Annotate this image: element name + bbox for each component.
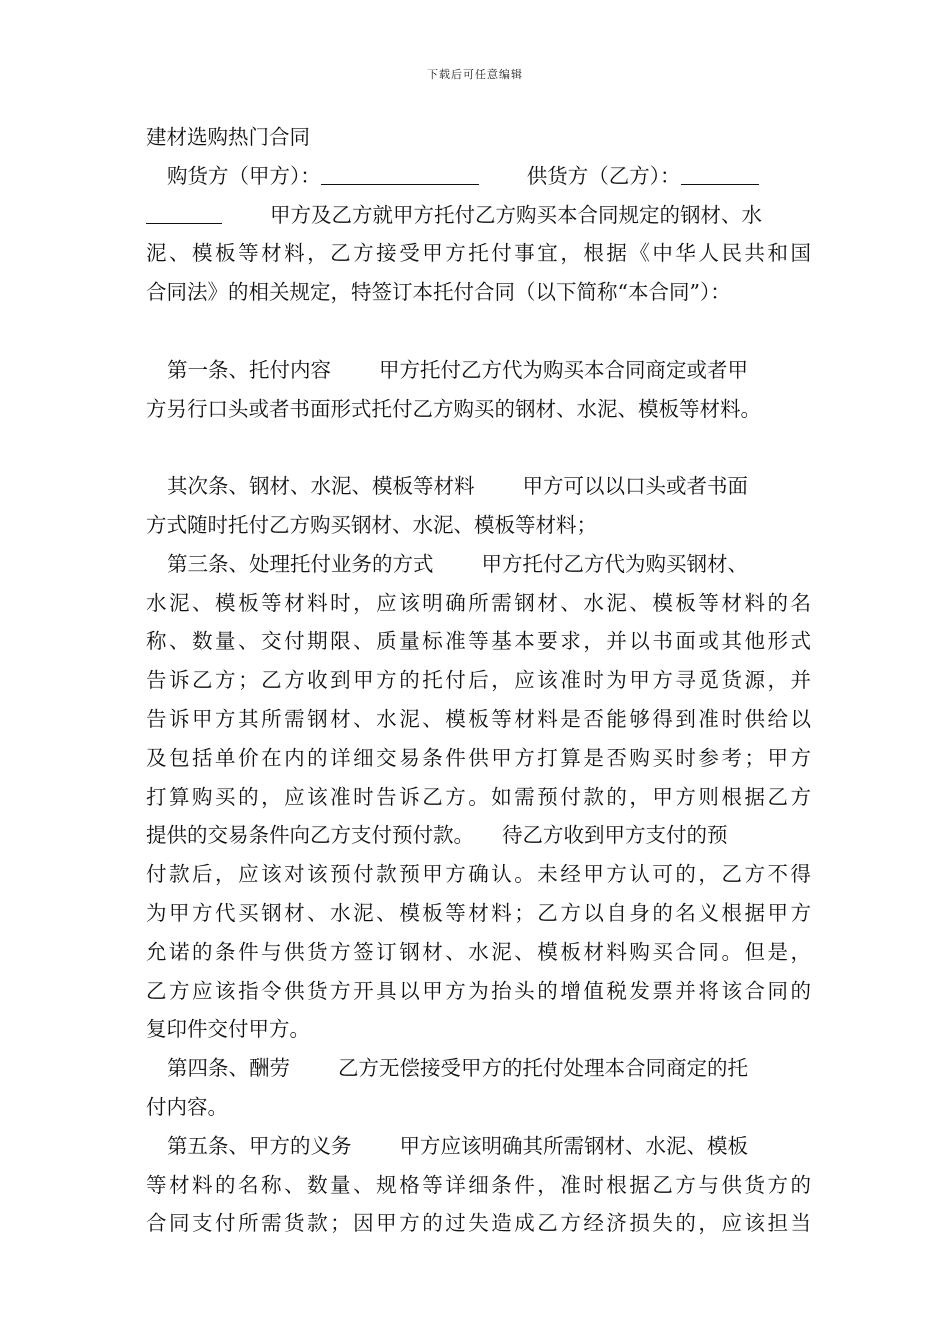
article-2-title: 其次条、钢材、水泥、模板等材料 (167, 474, 475, 499)
article-3-title: 第三条、处理托付业务的方式 (167, 551, 434, 576)
supplier-blank-continued (146, 205, 222, 224)
article-3-line-9: 付款后，应该对该预付款预甲方确认。未经甲方认可的，乙方不得 (146, 862, 811, 887)
article-4-heading-line (146, 1049, 811, 1088)
contract-body (146, 118, 811, 1243)
preamble-line-2: 泥、模板等材料，乙方接受甲方托付事宜，根据《中华人民共和国 (146, 241, 811, 266)
article-3-line-13: 复印件交付甲方。 (146, 1017, 310, 1042)
article-3-line-5: 告诉甲方其所需钢材、水泥、模板等材料是否能够得到准时供给以 (146, 706, 811, 731)
article-3-line-10: 为甲方代买钢材、水泥、模板等材料；乙方以自身的名义根据甲方 (146, 900, 811, 925)
supplier-label: 供货方（乙方）： (526, 163, 681, 188)
article-4-title: 第四条、酬劳 (167, 1056, 290, 1081)
article-2-line-2: 方式随时托付乙方购买钢材、水泥、模板等材料； (146, 512, 597, 537)
article-5-line-3: 合同支付所需货款；因甲方的过失造成乙方经济损失的，应该担当 (146, 1211, 811, 1236)
article-2-text: 甲方可以以口头或者书面 (522, 474, 748, 499)
supplier-blank (681, 166, 759, 185)
buyer-label: 购货方（甲方）： (167, 163, 321, 188)
article-3-line-12: 乙方应该指令供货方开具以甲方为抬头的增值税发票并将该合同的 (146, 978, 811, 1003)
article-5-title: 第五条、甲方的义务 (167, 1133, 352, 1158)
article-1-title: 第一条、托付内容 (167, 357, 331, 382)
preamble-line-1 (146, 196, 811, 235)
article-4-line-2: 付内容。 (146, 1094, 228, 1119)
article-4-text: 乙方无偿接受甲方的托付处理本合同商定的托 (338, 1056, 748, 1081)
article-3-line-2: 水泥、模板等材料时，应该明确所需钢材、水泥、模板等材料的名 (146, 590, 811, 615)
article-3-text: 甲方托付乙方代为购买钢材、 (481, 551, 748, 576)
header-note: 下载后可任意编辑 (427, 68, 523, 81)
document-title: 建材选购热门合同 (146, 125, 310, 149)
preamble-text: 甲方及乙方就甲方托付乙方购买本合同规定的钢材、水 (270, 202, 762, 227)
article-1-heading-line (146, 351, 811, 390)
article-3-line-3: 称、数量、交付期限、质量标准等基本要求，并以书面或其他形式 (146, 629, 811, 654)
article-3-line-6: 及包括单价在内的详细交易条件供甲方打算是否购买时参考；甲方 (146, 745, 811, 770)
article-2-heading-line (146, 467, 811, 506)
article-3-heading-line (146, 545, 811, 584)
article-1-line-2: 方另行口头或者书面形式托付乙方购买的钢材、水泥、模板等材料。 (146, 396, 761, 421)
article-5-text: 甲方应该明确其所需钢材、水泥、模板 (399, 1133, 748, 1158)
buyer-blank (321, 166, 479, 185)
article-1-text: 甲方托付乙方代为购买本合同商定或者甲 (379, 357, 748, 382)
article-3-line-8: 提供的交易条件向乙方支付预付款。 待乙方收到甲方支付的预 (146, 823, 728, 848)
article-3-line-4: 告诉乙方；乙方收到甲方的托付后，应该准时为甲方寻觅货源，并 (146, 668, 811, 693)
article-5-line-2: 等材料的名称、数量、规格等详细条件，准时根据乙方与供货方的 (146, 1172, 811, 1197)
preamble-line-3: 合同法》的相关规定，特签订本托付合同（以下简称“本合同”）： (146, 280, 731, 305)
parties-line (146, 157, 811, 196)
article-3-line-11: 允诺的条件与供货方签订钢材、水泥、模板材料购买合同。但是， (146, 939, 811, 964)
article-3-line-7: 打算购买的，应该准时告诉乙方。如需预付款的，甲方则根据乙方 (146, 784, 811, 809)
article-5-heading-line (146, 1127, 811, 1166)
